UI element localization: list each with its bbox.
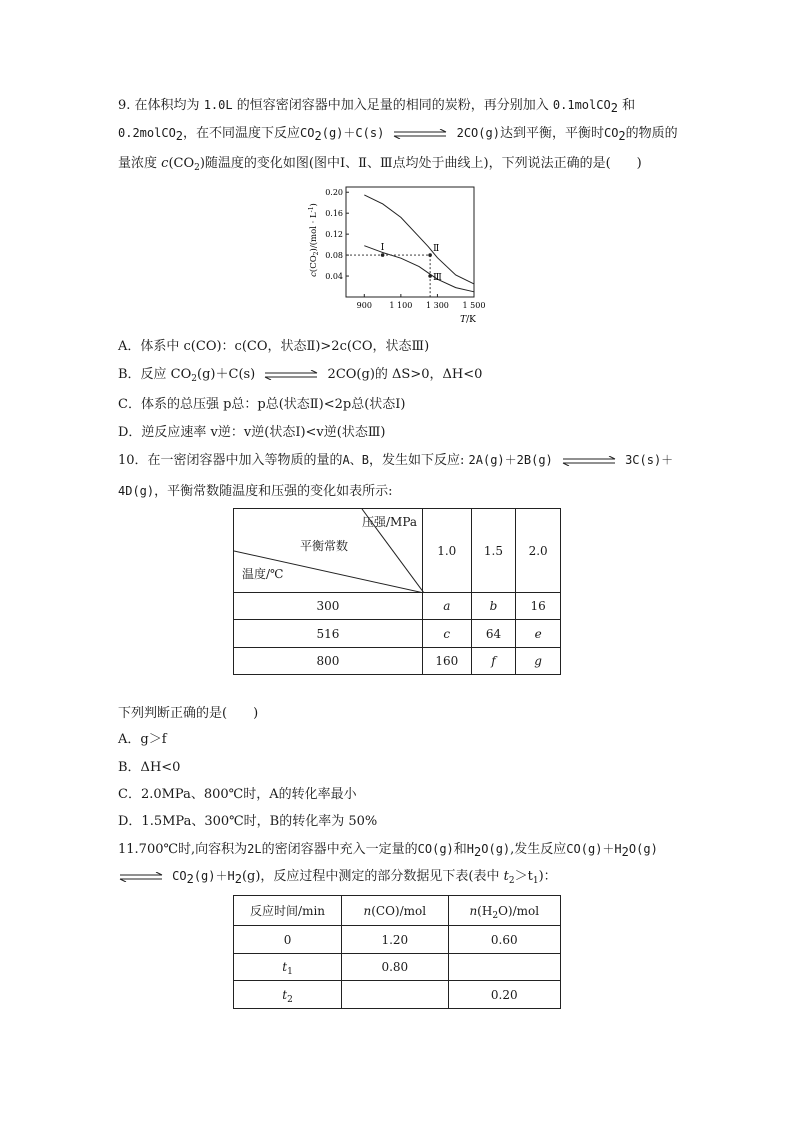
q10-option-c: C．2.0MPa、800℃时，A的转化率最小 <box>118 787 357 802</box>
q9-option-a: A．体系中 c(CO)：c(CO，状态Ⅱ)>2c(CO，状态Ⅲ) <box>118 339 430 354</box>
table-row: 300 a b 16 <box>234 593 561 620</box>
y-tick-label: 0.20 <box>325 188 343 198</box>
table-row: 0 1.20 0.60 <box>234 926 561 954</box>
co2-concentration-chart <box>300 180 500 330</box>
chart-frame <box>346 187 474 297</box>
state-point-label: Ⅱ <box>433 244 440 255</box>
table-diagonal-header <box>234 509 423 593</box>
table-row: $t_1$ 0.80 <box>234 954 561 981</box>
pressure-1: 1.0 <box>422 509 471 593</box>
x-tick-label: 1 300 <box>425 301 449 310</box>
q9-line2: 0.2molCO$_2$，在不同温度下反应$CO_2(g)+C(s)$ 2CO(g)达到平衡，平衡时$CO_2$的物质的 <box>118 126 678 143</box>
q11-line2: $CO_2(g)+H_2(g)$，反应过程中测定的部分数据见下表(表中 $t_2>t_1$)： <box>118 867 557 886</box>
header-pressure: 压强/MPa <box>362 515 418 529</box>
state-point <box>381 253 385 257</box>
q9-line1: 9. 在体积均为 1.0L 的恒容密闭容器中加入足量的相同的炭粉，再分别加入 0.1molCO$_2$ 和 <box>118 98 636 115</box>
pressure-2: 1.5 <box>471 509 516 593</box>
equilibrium-arrow-icon <box>392 129 448 139</box>
state-point <box>428 274 432 278</box>
x-tick-label: 1 100 <box>389 301 413 310</box>
y-tick-label: 0.04 <box>325 272 343 282</box>
q10-option-b: B．ΔH<0 <box>118 760 181 775</box>
table-row: 800 160 f g <box>234 648 561 675</box>
pressure-3: 2.0 <box>516 509 561 593</box>
state-point-label: Ⅰ <box>380 243 385 254</box>
chart-ylabel: $c(CO_2)/(mol \cdot L^{-1})$ <box>308 203 320 277</box>
state-point <box>428 253 432 257</box>
y-tick-label: 0.16 <box>325 209 343 219</box>
equilibrium-arrow-icon <box>118 872 164 882</box>
q10-option-a: A．g＞f <box>118 732 167 747</box>
q10-line2: 4D(g)，平衡常数随温度和压强的变化如表所示: <box>118 484 393 499</box>
chart-xlabel: T/K <box>460 315 476 325</box>
q10-line1: 10．在一密闭容器中加入等物质的量的A、B，发生如下反应: 2A(g)＋2B(g) 3C(s)＋ <box>118 453 674 468</box>
q11-data-table <box>233 895 561 1009</box>
y-tick-label: 0.12 <box>325 230 343 240</box>
q9-option-c: C．体系的总压强 p总：p总(状态Ⅱ)<2p总(状态Ⅰ) <box>118 397 406 412</box>
q10-option-d: D．1.5MPa、300℃时，B的转化率为 50% <box>118 814 378 829</box>
state-point-label: Ⅲ <box>433 273 442 284</box>
q9-option-b: B．反应 $CO_2(g)+C(s)$ 2CO(g)的 ΔS>0，ΔH<0 <box>118 367 483 384</box>
y-tick-label: 0.08 <box>325 251 343 261</box>
x-tick-label: 1 500 <box>462 301 486 310</box>
series-line <box>364 195 474 284</box>
q10-equilibrium-table <box>233 508 561 675</box>
q10-prompt: 下列判断正确的是( ) <box>118 706 259 721</box>
equilibrium-arrow-icon <box>263 370 319 380</box>
header-temp: 温度/℃ <box>242 567 284 581</box>
table-header-row: 反应时间/min n(CO)/mol $n(H_2O)$/mol <box>234 896 561 926</box>
q9-line3: 量浓度 $c(CO_2)$随温度的变化如图(图中Ⅰ、Ⅱ、Ⅲ点均处于曲线上)，下列说法正确的是( ) <box>118 156 642 173</box>
table-row: $t_2$ 0.20 <box>234 981 561 1009</box>
q9-option-d: D．逆反应速率 v逆：v逆(状态Ⅰ)<v逆(状态Ⅲ) <box>118 425 386 440</box>
q11-line1: 11.700℃时,向容积为2L的密闭容器中充入一定量的CO(g)和$H_2O(g)$,发生反应$CO(g)+H_2O(g)$ <box>118 842 658 859</box>
q9-number: 9. <box>118 98 131 113</box>
table-row: 516 c 64 e <box>234 620 561 648</box>
header-k: 平衡常数 <box>300 539 349 553</box>
equilibrium-arrow-icon <box>561 456 617 466</box>
x-tick-label: 900 <box>356 301 372 310</box>
